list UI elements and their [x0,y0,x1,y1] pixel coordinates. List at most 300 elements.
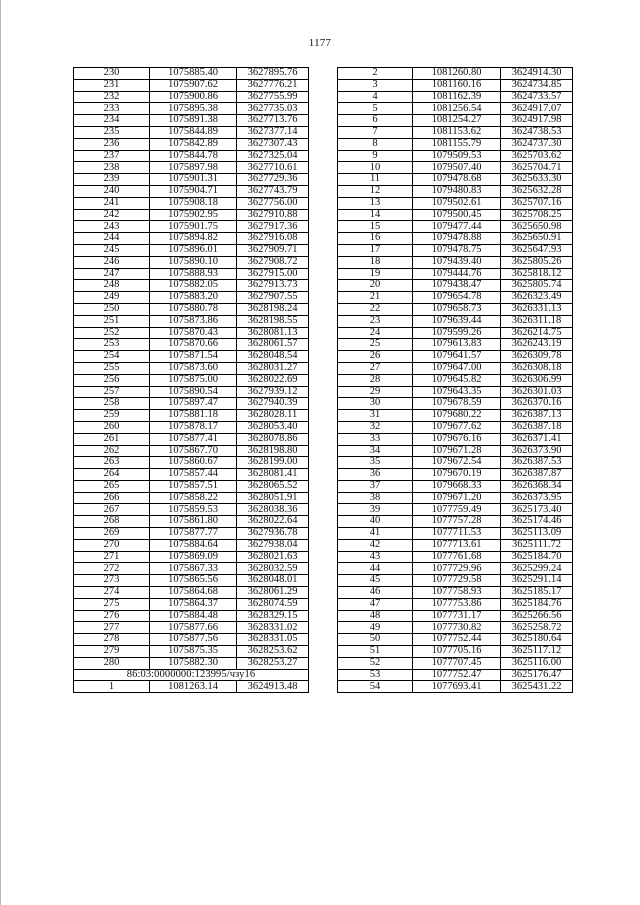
y-coordinate-cell: 3628074.59 [237,598,309,610]
table-row [74,79,309,91]
table-row [74,610,309,622]
table-row [338,162,573,174]
table-row [74,480,309,492]
coordinates-table-right [337,67,573,693]
y-coordinate-cell: 3624917.07 [501,103,573,115]
point-number-cell: 22 [338,303,413,315]
point-number-cell: 241 [74,197,150,209]
y-coordinate-cell: 3626331.13 [501,303,573,315]
table-row [74,339,309,351]
point-number-cell: 54 [338,681,413,693]
x-coordinate-cell: 1079641.57 [413,351,501,363]
table-row [338,185,573,197]
y-coordinate-cell: 3626370.16 [501,398,573,410]
point-number-cell: 279 [74,646,150,658]
point-number-cell: 273 [74,575,150,587]
x-coordinate-cell: 1075885.40 [150,68,237,80]
x-coordinate-cell: 1077713.61 [413,539,501,551]
table-row [338,480,573,492]
y-coordinate-cell: 3625111.72 [501,539,573,551]
table-row [74,433,309,445]
y-coordinate-cell: 3625116.00 [501,657,573,669]
y-coordinate-cell: 3625632.28 [501,185,573,197]
table-row [74,622,309,634]
y-coordinate-cell: 3628021.63 [237,551,309,563]
y-coordinate-cell: 3624737.30 [501,138,573,150]
x-coordinate-cell: 1075867.70 [150,445,237,457]
y-coordinate-cell: 3626387.87 [501,469,573,481]
table-row [74,657,309,669]
x-coordinate-cell: 1081260.80 [413,68,501,80]
point-number-cell: 236 [74,138,150,150]
point-number-cell: 11 [338,174,413,186]
table-row [74,256,309,268]
x-coordinate-cell: 1075904.71 [150,185,237,197]
point-number-cell: 259 [74,410,150,422]
table-row [74,315,309,327]
x-coordinate-cell: 1079599.26 [413,327,501,339]
y-coordinate-cell: 3628065.52 [237,480,309,492]
table-row [74,244,309,256]
y-coordinate-cell: 3625647.93 [501,244,573,256]
table-row [74,457,309,469]
x-coordinate-cell: 1077752.47 [413,669,501,681]
point-number-cell: 251 [74,315,150,327]
x-coordinate-cell: 1081162.39 [413,91,501,103]
table-row [74,386,309,398]
point-number-cell: 261 [74,433,150,445]
y-coordinate-cell: 3625258.72 [501,622,573,634]
point-number-cell: 265 [74,480,150,492]
x-coordinate-cell: 1075858.22 [150,492,237,504]
x-coordinate-cell: 1077759.49 [413,504,501,516]
x-coordinate-cell: 1075897.47 [150,398,237,410]
table-row [338,315,573,327]
x-coordinate-cell: 1075873.86 [150,315,237,327]
table-row [74,185,309,197]
point-number-cell: 50 [338,634,413,646]
x-coordinate-cell: 1075857.51 [150,480,237,492]
point-number-cell: 253 [74,339,150,351]
x-coordinate-cell: 1075877.77 [150,528,237,540]
x-coordinate-cell: 1079478.68 [413,174,501,186]
table-row [338,91,573,103]
x-coordinate-cell: 1075870.66 [150,339,237,351]
point-number-cell: 254 [74,351,150,363]
x-coordinate-cell: 1079509.53 [413,150,501,162]
x-coordinate-cell: 1075878.17 [150,421,237,433]
y-coordinate-cell: 3628078.86 [237,433,309,445]
point-number-cell: 53 [338,669,413,681]
table-row [338,539,573,551]
x-coordinate-cell: 1075900.86 [150,91,237,103]
y-coordinate-cell: 3627917.36 [237,221,309,233]
y-coordinate-cell: 3628061.29 [237,587,309,599]
y-coordinate-cell: 3625650.98 [501,221,573,233]
y-coordinate-cell: 3628331.05 [237,634,309,646]
table-row [338,646,573,658]
x-coordinate-cell: 1075875.00 [150,374,237,386]
point-number-cell: 276 [74,610,150,622]
x-coordinate-cell: 1077729.96 [413,563,501,575]
point-number-cell: 275 [74,598,150,610]
x-coordinate-cell: 1075891.38 [150,115,237,127]
table-row [338,657,573,669]
y-coordinate-cell: 3626308.18 [501,362,573,374]
table-row [338,669,573,681]
y-coordinate-cell: 3627325.04 [237,150,309,162]
point-number-cell: 250 [74,303,150,315]
point-number-cell: 1 [74,681,150,693]
point-number-cell: 2 [338,68,413,80]
point-number-cell: 268 [74,516,150,528]
point-number-cell: 17 [338,244,413,256]
x-coordinate-cell: 1081254.27 [413,115,501,127]
table-row [338,421,573,433]
table-row [338,79,573,91]
x-coordinate-cell: 1075902.95 [150,209,237,221]
table-row [74,563,309,575]
x-coordinate-cell: 1079480.83 [413,185,501,197]
point-number-cell: 23 [338,315,413,327]
table-row [338,327,573,339]
point-number-cell: 37 [338,480,413,492]
table-row [74,551,309,563]
table-row [74,539,309,551]
x-coordinate-cell: 1075865.56 [150,575,237,587]
x-coordinate-cell: 1079639.44 [413,315,501,327]
x-coordinate-cell: 1075861.80 [150,516,237,528]
x-coordinate-cell: 1081160.16 [413,79,501,91]
x-coordinate-cell: 1075864.37 [150,598,237,610]
y-coordinate-cell: 3625185.17 [501,587,573,599]
y-coordinate-cell: 3628031.27 [237,362,309,374]
table-row [338,115,573,127]
x-coordinate-cell: 1075907.62 [150,79,237,91]
x-coordinate-cell: 1075881.18 [150,410,237,422]
y-coordinate-cell: 3625299.24 [501,563,573,575]
x-coordinate-cell: 1079444.76 [413,268,501,280]
x-coordinate-cell: 1077757.28 [413,516,501,528]
y-coordinate-cell: 3625805.26 [501,256,573,268]
table-row [74,68,309,80]
x-coordinate-cell: 1075890.10 [150,256,237,268]
y-coordinate-cell: 3625117.12 [501,646,573,658]
table-row [74,351,309,363]
y-coordinate-cell: 3628048.54 [237,351,309,363]
table-row [338,516,573,528]
point-number-cell: 51 [338,646,413,658]
y-coordinate-cell: 3625805.74 [501,280,573,292]
y-coordinate-cell: 3626373.95 [501,492,573,504]
y-coordinate-cell: 3625184.70 [501,551,573,563]
x-coordinate-cell: 1079439.40 [413,256,501,268]
point-number-cell: 24 [338,327,413,339]
table-row [338,268,573,280]
table-row [74,162,309,174]
x-coordinate-cell: 1077711.53 [413,528,501,540]
table-row [338,339,573,351]
table-row [74,174,309,186]
y-coordinate-cell: 3624738.53 [501,126,573,138]
table-row [338,126,573,138]
point-number-cell: 19 [338,268,413,280]
x-coordinate-cell: 1079438.47 [413,280,501,292]
point-number-cell: 52 [338,657,413,669]
y-coordinate-cell: 3627938.04 [237,539,309,551]
x-coordinate-cell: 1079478.88 [413,233,501,245]
point-number-cell: 46 [338,587,413,599]
x-coordinate-cell: 1079668.33 [413,480,501,492]
table-row [74,469,309,481]
y-coordinate-cell: 3627915.00 [237,268,309,280]
y-coordinate-cell: 3625707.16 [501,197,573,209]
y-coordinate-cell: 3626387.13 [501,410,573,422]
table-row [338,433,573,445]
point-number-cell: 35 [338,457,413,469]
y-coordinate-cell: 3627710.61 [237,162,309,174]
y-coordinate-cell: 3625291.14 [501,575,573,587]
x-coordinate-cell: 1081153.62 [413,126,501,138]
x-coordinate-cell: 1075880.78 [150,303,237,315]
table-row [74,681,309,693]
x-coordinate-cell: 1077752.44 [413,634,501,646]
y-coordinate-cell: 3627776.21 [237,79,309,91]
point-number-cell: 32 [338,421,413,433]
point-number-cell: 26 [338,351,413,363]
table-row [338,681,573,693]
x-coordinate-cell: 1079678.59 [413,398,501,410]
x-coordinate-cell: 1077693.41 [413,681,501,693]
y-coordinate-cell: 3626311.18 [501,315,573,327]
x-coordinate-cell: 1081263.14 [150,681,237,693]
y-coordinate-cell: 3625180.64 [501,634,573,646]
x-coordinate-cell: 1075867.33 [150,563,237,575]
y-coordinate-cell: 3627713.76 [237,115,309,127]
y-coordinate-cell: 3627307.43 [237,138,309,150]
point-number-cell: 39 [338,504,413,516]
coordinates-table-left [73,67,309,693]
point-number-cell: 42 [338,539,413,551]
point-number-cell: 234 [74,115,150,127]
x-coordinate-cell: 1077730.82 [413,622,501,634]
y-coordinate-cell: 3624917.98 [501,115,573,127]
table-row [74,587,309,599]
x-coordinate-cell: 1075875.35 [150,646,237,658]
page-edge [0,0,4,905]
x-coordinate-cell: 1075895.38 [150,103,237,115]
x-coordinate-cell: 1079613.83 [413,339,501,351]
y-coordinate-cell: 3627908.72 [237,256,309,268]
y-coordinate-cell: 3626243.19 [501,339,573,351]
point-number-cell: 277 [74,622,150,634]
x-coordinate-cell: 1075884.48 [150,610,237,622]
point-number-cell: 41 [338,528,413,540]
point-number-cell: 237 [74,150,150,162]
point-number-cell: 9 [338,150,413,162]
y-coordinate-cell: 3627743.79 [237,185,309,197]
table-row [74,138,309,150]
point-number-cell: 30 [338,398,413,410]
y-coordinate-cell: 3625703.62 [501,150,573,162]
x-coordinate-cell: 1075844.78 [150,150,237,162]
point-number-cell: 280 [74,657,150,669]
y-coordinate-cell: 3624734.85 [501,79,573,91]
x-coordinate-cell: 1079658.73 [413,303,501,315]
y-coordinate-cell: 3625266.56 [501,610,573,622]
point-number-cell: 5 [338,103,413,115]
table-row [74,103,309,115]
x-coordinate-cell: 1075888.93 [150,268,237,280]
table-row [338,634,573,646]
x-coordinate-cell: 1075871.54 [150,351,237,363]
y-coordinate-cell: 3627916.08 [237,233,309,245]
table-row [74,634,309,646]
point-number-cell: 266 [74,492,150,504]
y-coordinate-cell: 3628038.36 [237,504,309,516]
x-coordinate-cell: 1079643.35 [413,386,501,398]
point-number-cell: 272 [74,563,150,575]
point-number-cell: 242 [74,209,150,221]
table-row [74,646,309,658]
x-coordinate-cell: 1081256.54 [413,103,501,115]
table-row [74,197,309,209]
point-number-cell: 263 [74,457,150,469]
point-number-cell: 247 [74,268,150,280]
table-row [338,551,573,563]
y-coordinate-cell: 3627907.55 [237,292,309,304]
point-number-cell: 249 [74,292,150,304]
x-coordinate-cell: 1075877.41 [150,433,237,445]
point-number-cell: 278 [74,634,150,646]
x-coordinate-cell: 1075877.56 [150,634,237,646]
parcel-label: 86:03:0000000:123995/чзу16 [74,669,309,681]
y-coordinate-cell: 3626306.99 [501,374,573,386]
table-row [338,469,573,481]
point-number-cell: 10 [338,162,413,174]
point-number-cell: 8 [338,138,413,150]
point-number-cell: 16 [338,233,413,245]
table-row [338,292,573,304]
x-coordinate-cell: 1075857.44 [150,469,237,481]
page-number: 1177 [308,37,332,49]
point-number-cell: 248 [74,280,150,292]
point-number-cell: 246 [74,256,150,268]
x-coordinate-cell: 1075859.53 [150,504,237,516]
x-coordinate-cell: 1075844.89 [150,126,237,138]
x-coordinate-cell: 1075842.89 [150,138,237,150]
x-coordinate-cell: 1075883.20 [150,292,237,304]
table-row [74,327,309,339]
point-number-cell: 47 [338,598,413,610]
x-coordinate-cell: 1075897.98 [150,162,237,174]
x-coordinate-cell: 1075873.60 [150,362,237,374]
table-row [74,598,309,610]
table-row [74,126,309,138]
table-row [338,374,573,386]
point-number-cell: 245 [74,244,150,256]
point-number-cell: 267 [74,504,150,516]
y-coordinate-cell: 3627729.36 [237,174,309,186]
y-coordinate-cell: 3627895.76 [237,68,309,80]
table-row [338,351,573,363]
x-coordinate-cell: 1079500.45 [413,209,501,221]
x-coordinate-cell: 1079502.61 [413,197,501,209]
x-coordinate-cell: 1075870.43 [150,327,237,339]
x-coordinate-cell: 1077707.45 [413,657,501,669]
point-number-cell: 27 [338,362,413,374]
y-coordinate-cell: 3624913.48 [237,681,309,693]
y-coordinate-cell: 3628081.41 [237,469,309,481]
y-coordinate-cell: 3627755.99 [237,91,309,103]
x-coordinate-cell: 1079654.78 [413,292,501,304]
table-row [74,575,309,587]
table-row [74,303,309,315]
x-coordinate-cell: 1077731.17 [413,610,501,622]
x-coordinate-cell: 1079676.16 [413,433,501,445]
x-coordinate-cell: 1075877.66 [150,622,237,634]
x-coordinate-cell: 1077761.68 [413,551,501,563]
point-number-cell: 18 [338,256,413,268]
table-row [338,256,573,268]
table-row [74,421,309,433]
point-number-cell: 256 [74,374,150,386]
point-number-cell: 7 [338,126,413,138]
y-coordinate-cell: 3627377.14 [237,126,309,138]
table-row [74,398,309,410]
x-coordinate-cell: 1075901.75 [150,221,237,233]
y-coordinate-cell: 3628253.27 [237,657,309,669]
point-number-cell: 269 [74,528,150,540]
x-coordinate-cell: 1077705.16 [413,646,501,658]
table-row [338,492,573,504]
point-number-cell: 13 [338,197,413,209]
y-coordinate-cell: 3626214.75 [501,327,573,339]
point-number-cell: 244 [74,233,150,245]
table-row [338,362,573,374]
y-coordinate-cell: 3626373.90 [501,445,573,457]
table-row [338,174,573,186]
y-coordinate-cell: 3627913.73 [237,280,309,292]
x-coordinate-cell: 1079672.54 [413,457,501,469]
x-coordinate-cell: 1079671.28 [413,445,501,457]
x-coordinate-cell: 1079477.44 [413,221,501,233]
point-number-cell: 243 [74,221,150,233]
table-row [74,150,309,162]
table-row [74,445,309,457]
parcel-row [74,669,309,681]
y-coordinate-cell: 3628199.00 [237,457,309,469]
y-coordinate-cell: 3627936.78 [237,528,309,540]
point-number-cell: 33 [338,433,413,445]
y-coordinate-cell: 3625704.71 [501,162,573,174]
y-coordinate-cell: 3628198.55 [237,315,309,327]
point-number-cell: 25 [338,339,413,351]
point-number-cell: 271 [74,551,150,563]
y-coordinate-cell: 3628198.80 [237,445,309,457]
table-row [338,622,573,634]
point-number-cell: 262 [74,445,150,457]
table-row [338,233,573,245]
y-coordinate-cell: 3627910.88 [237,209,309,221]
table-row [338,303,573,315]
table-row [338,244,573,256]
point-number-cell: 235 [74,126,150,138]
point-number-cell: 44 [338,563,413,575]
table-row [338,563,573,575]
y-coordinate-cell: 3628329.15 [237,610,309,622]
point-number-cell: 20 [338,280,413,292]
